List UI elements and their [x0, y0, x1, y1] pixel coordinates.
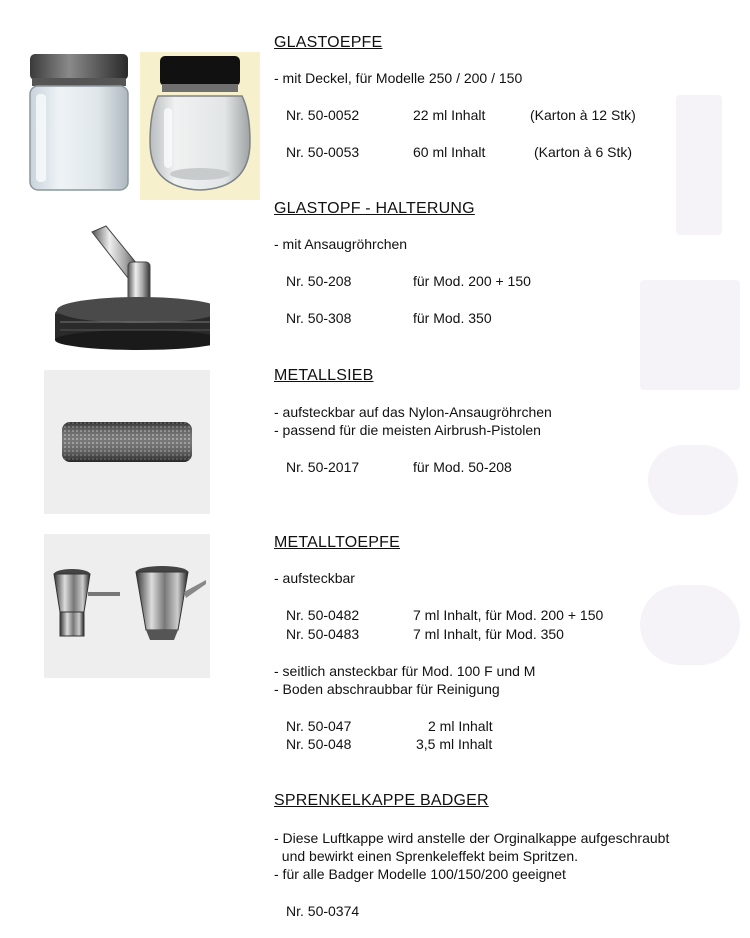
article-number: Nr. 50-0483 — [286, 626, 360, 642]
backpage-shadow — [648, 445, 738, 515]
article-description: für Mod. 50-208 — [413, 459, 512, 475]
article-description: 3,5 ml Inhalt — [416, 736, 493, 752]
article-description: 60 ml Inhalt — [413, 144, 486, 160]
article-description: 7 ml Inhalt, für Mod. 200 + 150 — [413, 607, 604, 623]
section-heading-metalltoepfe: METALLTOEPFE — [274, 534, 400, 551]
article-number: Nr. 50-0374 — [286, 903, 360, 919]
feature-line: - mit Deckel, für Modelle 250 / 200 / 150 — [274, 70, 523, 86]
article-description: 2 ml Inhalt — [428, 718, 493, 734]
article-number: Nr. 50-0052 — [286, 107, 360, 123]
metal-cups-photo — [44, 534, 210, 678]
article-number: Nr. 50-0053 — [286, 144, 360, 160]
article-number: Nr. 50-048 — [286, 736, 352, 752]
feature-line: - Diese Luftkappe wird anstelle der Orginalkappe aufgeschraubt — [274, 830, 670, 846]
article-number: Nr. 50-2017 — [286, 459, 360, 475]
feature-line: - Boden abschraubbar für Reinigung — [274, 681, 500, 697]
article-number: Nr. 50-047 — [286, 718, 352, 734]
article-packaging: (Karton à 12 Stk) — [530, 107, 636, 123]
article-number: Nr. 50-208 — [286, 273, 352, 289]
feature-line: - aufsteckbar auf das Nylon-Ansaugröhrchen — [274, 404, 552, 420]
feature-line: - für alle Badger Modelle 100/150/200 geeignet — [274, 866, 566, 882]
backpage-shadow — [640, 585, 740, 665]
section-heading-glastoepfe: GLASTOEPFE — [274, 34, 383, 51]
backpage-shadow — [676, 95, 722, 235]
feature-line: - mit Ansaugröhrchen — [274, 236, 408, 252]
article-number: Nr. 50-0482 — [286, 607, 360, 623]
article-description: für Mod. 200 + 150 — [413, 273, 531, 289]
metal-sieve-photo — [44, 370, 210, 514]
glass-jar-22ml-photo — [26, 52, 132, 196]
section-heading-sprenkelkappe-badger: SPRENKELKAPPE BADGER — [274, 792, 489, 809]
article-number: Nr. 50-308 — [286, 310, 352, 326]
section-heading-metallsieb: METALLSIEB — [274, 367, 374, 384]
article-packaging: (Karton à 6 Stk) — [534, 144, 633, 160]
jar-holder-photo — [50, 222, 210, 352]
feature-line: - aufsteckbar — [274, 570, 355, 586]
article-description: 22 ml Inhalt — [413, 107, 486, 123]
backpage-shadow — [640, 280, 740, 390]
feature-line: - passend für die meisten Airbrush-Pistolen — [274, 422, 541, 438]
glass-jar-60ml-photo — [140, 52, 260, 200]
section-heading-glastopf-halterung: GLASTOPF - HALTERUNG — [274, 200, 475, 217]
article-description: für Mod. 350 — [413, 310, 492, 326]
article-description: 7 ml Inhalt, für Mod. 350 — [413, 626, 564, 642]
feature-line: und bewirkt einen Sprenkeleffekt beim Spritzen. — [274, 848, 579, 864]
feature-line: - seitlich ansteckbar für Mod. 100 F und M — [274, 663, 536, 679]
